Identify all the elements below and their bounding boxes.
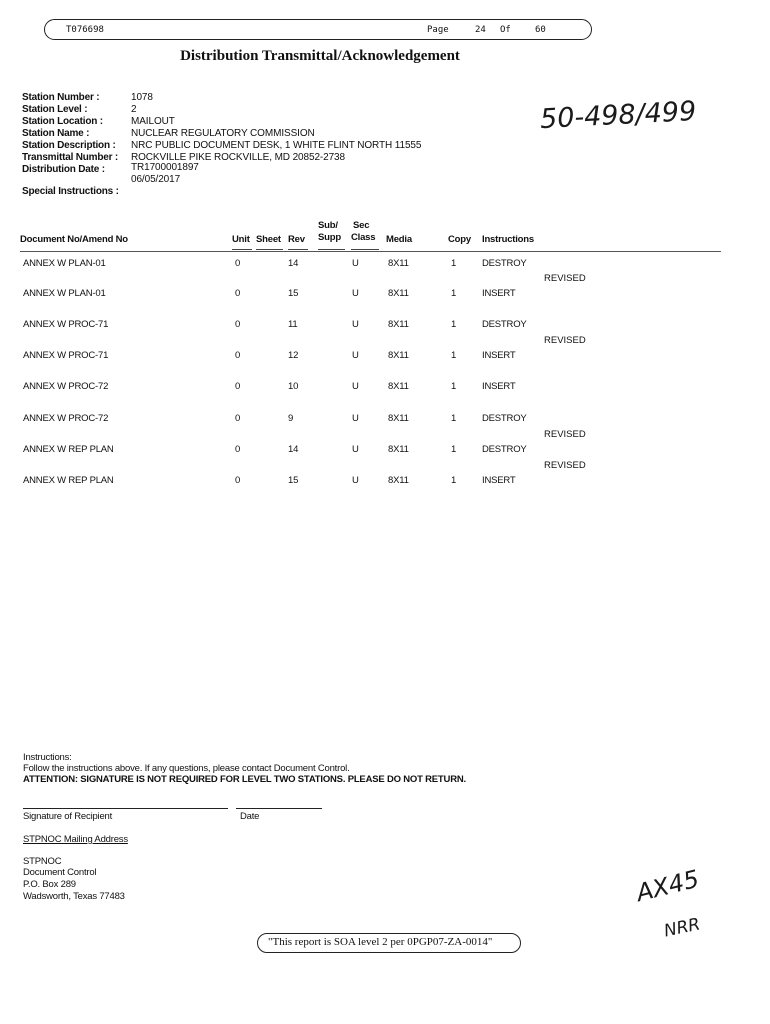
cell-media: 8X11 (388, 475, 409, 486)
cell-instruction: INSERT (482, 475, 516, 486)
cell-copy: 1 (451, 444, 457, 455)
page-label: Page (427, 25, 449, 35)
station-number: 1078 (131, 92, 153, 103)
cell-unit: 0 (235, 288, 241, 299)
signature-label: Signature of Recipient (23, 811, 113, 822)
transmittal-number: TR1700001897 (131, 162, 199, 173)
soa-level-note (257, 933, 521, 953)
field-label: Station Name : (22, 128, 90, 139)
handwritten-code: NRR (662, 914, 703, 942)
cell-sec-class: U (352, 350, 359, 361)
page-number: 24 (475, 25, 486, 35)
col-unit-underline (232, 249, 252, 250)
table-row (0, 258, 770, 272)
cell-copy: 1 (451, 288, 457, 299)
cell-unit: 0 (235, 350, 241, 361)
distribution-date: 06/05/2017 (131, 174, 181, 185)
table-row (0, 475, 770, 489)
table-row (0, 413, 770, 427)
field-label: Distribution Date : (22, 164, 105, 175)
col-subsupp-top: Sub/ (318, 220, 338, 231)
mailing-line: P.O. Box 289 (23, 879, 76, 890)
cell-document: ANNEX W PROC-72 (23, 413, 109, 424)
col-instructions: Instructions (482, 234, 534, 245)
cell-unit: 0 (235, 381, 241, 392)
cell-document: ANNEX W REP PLAN (23, 475, 114, 486)
cell-unit: 0 (235, 413, 241, 424)
cell-document: ANNEX W REP PLAN (23, 444, 114, 455)
header-rule (20, 251, 721, 252)
col-rev: Rev (288, 234, 305, 245)
col-document: Document No/Amend No (20, 234, 128, 245)
handwritten-code: AX45 (633, 864, 702, 908)
cell-media: 8X11 (388, 381, 409, 392)
cell-sec-class: U (352, 319, 359, 330)
cell-sec-class: U (352, 475, 359, 486)
signature-line (23, 808, 228, 809)
cell-unit: 0 (235, 444, 241, 455)
cell-copy: 1 (451, 258, 457, 269)
cell-media: 8X11 (388, 350, 409, 361)
date-label: Date (240, 811, 260, 822)
cell-document: ANNEX W PROC-71 (23, 319, 109, 330)
cell-unit: 0 (235, 475, 241, 486)
cell-document: ANNEX W PROC-72 (23, 381, 109, 392)
cell-rev: 15 (288, 288, 299, 299)
cell-sec-class: U (352, 381, 359, 392)
cell-copy: 1 (451, 381, 457, 392)
col-sheet-underline (256, 249, 283, 250)
cell-media: 8X11 (388, 413, 409, 424)
mailing-line: Document Control (23, 867, 97, 878)
col-secclass-bottom: Class (351, 232, 376, 243)
cell-rev: 9 (288, 413, 294, 424)
revised-note: REVISED (544, 429, 586, 440)
cell-sec-class: U (352, 258, 359, 269)
cell-instruction: DESTROY (482, 444, 527, 455)
cell-copy: 1 (451, 475, 457, 486)
cell-instruction: INSERT (482, 350, 516, 361)
cell-unit: 0 (235, 258, 241, 269)
station-address: ROCKVILLE PIKE ROCKVILLE, MD 20852-2738 (131, 152, 345, 163)
table-row (0, 288, 770, 302)
cell-media: 8X11 (388, 288, 409, 299)
cell-rev: 14 (288, 444, 299, 455)
cell-rev: 11 (288, 319, 298, 330)
cell-copy: 1 (451, 319, 457, 330)
col-sheet: Sheet (256, 234, 281, 245)
station-location: MAILOUT (131, 116, 175, 127)
table-row (0, 381, 770, 395)
table-row (0, 444, 770, 458)
page-total: 60 (535, 25, 546, 35)
cell-sec-class: U (352, 413, 359, 424)
cell-document: ANNEX W PROC-71 (23, 350, 109, 361)
col-secclass-top: Sec (353, 220, 370, 231)
cell-unit: 0 (235, 319, 241, 330)
col-subsupp-underline (318, 249, 345, 250)
col-subsupp-bottom: Supp (318, 232, 341, 243)
page-title: Distribution Transmittal/Acknowledgement (180, 48, 460, 64)
date-line (236, 808, 322, 809)
document-id: T076698 (66, 25, 104, 35)
station-level: 2 (131, 104, 137, 115)
handwritten-docket-number: 50-498/499 (539, 95, 697, 136)
header-bar (44, 19, 592, 40)
attention-notice: ATTENTION: SIGNATURE IS NOT REQUIRED FOR LEVEL TWO STATIONS. PLEASE DO NOT RETURN. (23, 774, 466, 785)
col-rev-underline (288, 249, 308, 250)
table-row (0, 319, 770, 333)
col-secclass-underline (351, 249, 379, 250)
soa-note-text: "This report is SOA level 2 per 0PGP07-ZA-0014" (268, 936, 493, 948)
cell-media: 8X11 (388, 319, 409, 330)
revised-note: REVISED (544, 335, 586, 346)
cell-rev: 15 (288, 475, 299, 486)
revised-note: REVISED (544, 273, 586, 284)
cell-instruction: INSERT (482, 288, 516, 299)
mailing-heading: STPNOC Mailing Address (23, 834, 128, 845)
cell-copy: 1 (451, 413, 457, 424)
cell-copy: 1 (451, 350, 457, 361)
cell-instruction: INSERT (482, 381, 516, 392)
cell-instruction: DESTROY (482, 413, 527, 424)
cell-document: ANNEX W PLAN-01 (23, 288, 106, 299)
cell-rev: 10 (288, 381, 299, 392)
cell-rev: 14 (288, 258, 299, 269)
cell-instruction: DESTROY (482, 319, 527, 330)
field-label: Station Location : (22, 116, 103, 127)
field-label: Station Level : (22, 104, 88, 115)
cell-rev: 12 (288, 350, 299, 361)
cell-sec-class: U (352, 288, 359, 299)
cell-instruction: DESTROY (482, 258, 527, 269)
col-unit: Unit (232, 234, 250, 245)
mailing-line: STPNOC (23, 856, 62, 867)
col-copy: Copy (448, 234, 471, 245)
station-name: NUCLEAR REGULATORY COMMISSION (131, 128, 315, 139)
cell-media: 8X11 (388, 444, 409, 455)
cell-media: 8X11 (388, 258, 409, 269)
table-row (0, 350, 770, 364)
of-label: Of (500, 25, 511, 35)
field-label: Transmittal Number : (22, 152, 119, 163)
station-description: NRC PUBLIC DOCUMENT DESK, 1 WHITE FLINT NORTH 11555 (131, 140, 422, 151)
field-label: Station Description : (22, 140, 116, 151)
mailing-line: Wadsworth, Texas 77483 (23, 891, 125, 902)
field-label: Station Number : (22, 92, 100, 103)
field-label: Special Instructions : (22, 186, 119, 197)
instructions-text: Follow the instructions above. If any questions, please contact Document Control. (23, 763, 350, 774)
instructions-heading: Instructions: (23, 752, 72, 763)
col-media: Media (386, 234, 412, 245)
cell-sec-class: U (352, 444, 359, 455)
revised-note: REVISED (544, 460, 586, 471)
cell-document: ANNEX W PLAN-01 (23, 258, 106, 269)
